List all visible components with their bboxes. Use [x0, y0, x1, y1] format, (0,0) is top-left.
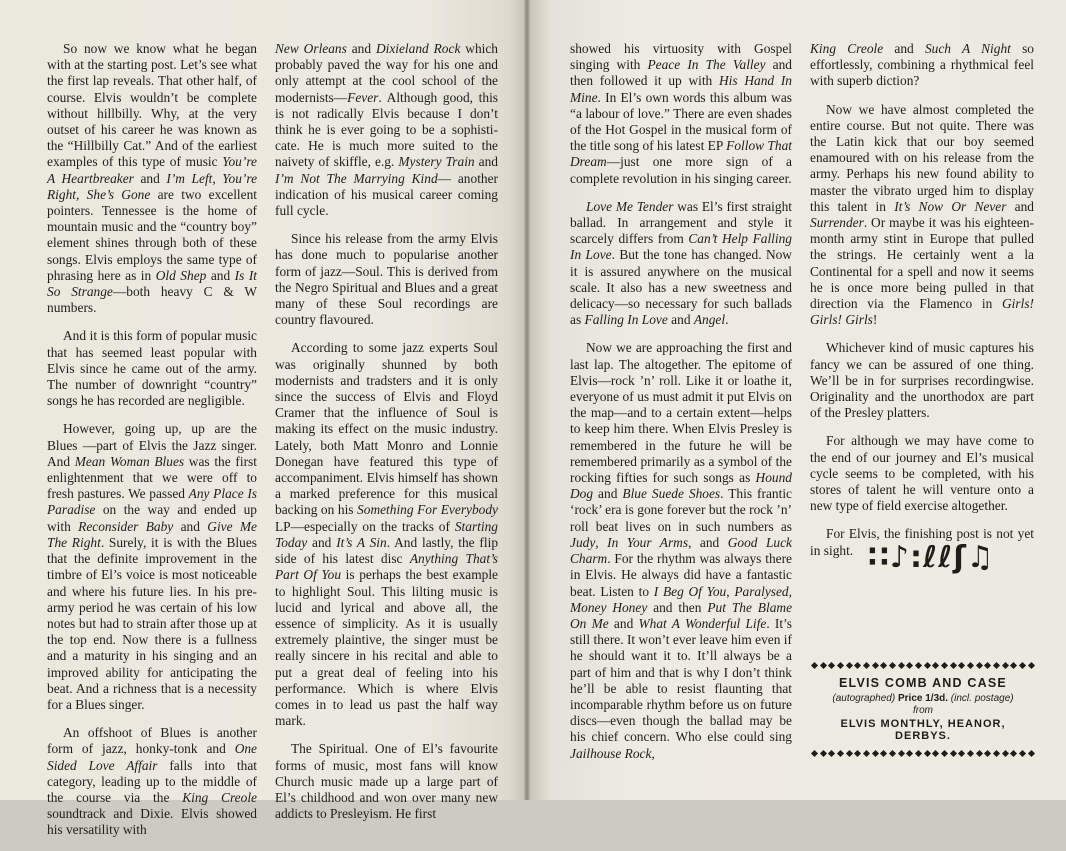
song-title: His Hand In Mine [570, 73, 792, 105]
diamond-bullet [958, 749, 965, 756]
text-run: and [133, 170, 167, 186]
song-title: Any Place Is Paradise [47, 486, 257, 518]
article-paragraph [570, 340, 792, 761]
text-run: , [651, 745, 655, 761]
diamond-bullet [828, 749, 835, 756]
diamond-bullet [993, 661, 1000, 668]
diamond-bullet [967, 661, 974, 668]
diamond-bullet [872, 749, 879, 756]
song-title: Mean Woman Blues [74, 453, 185, 469]
song-title: Hound Dog [570, 470, 792, 502]
text-run: . Or maybe it was his eighteen-month army stint in Europe that pulled the strings. He certainly went a la Continental for a spell and now it seems he is once more being pulled in that direction via the Flamenco in [810, 215, 1034, 312]
text-run: . [725, 312, 729, 328]
text-run: and [608, 615, 639, 631]
text-run: However, going up, up are the Blues —part of Elvis the Jazz singer. And [47, 421, 257, 469]
song-title: King Creole [182, 789, 257, 805]
diamond-bullet [889, 661, 896, 668]
diamond-bullet [872, 661, 879, 668]
song-title: Falling In Love [584, 312, 668, 328]
text-run: Since his release from the army Elvis has done much to popularise another form of jazz—Soul. This is derived from the Negro Spiritual and Blues and a great many of these Soul recordings are country flavoured. [275, 231, 498, 328]
song-title: What A Wonderful Life [638, 615, 767, 631]
text-run: was El’s first straight ballad. In arrangement and style it scarcely differs from [570, 198, 792, 247]
text-run: Whichever kind of music captures his fancy we can be assured of one thing. We’ll be in for surprises recordingwise. Originality and the unorthodox are part of the Presley platters. [810, 340, 1034, 421]
article-paragraph [275, 231, 498, 328]
text-run: and [474, 154, 498, 170]
article-paragraph [47, 725, 257, 838]
diamond-bullet [993, 749, 1000, 756]
text-run: According to some jazz experts Soul was originally shunned by both modernists and tradsters and it is only since the success of Elvis and Floyd Cramer that the influence of Soul is making its effect on the music industry. Lately, both Matt Monro and Lonnie Donegan have featured this type of accompaniment. Elvis himself has shown a marked preference for this musical backing on his [275, 340, 498, 518]
diamond-bullet [889, 749, 896, 756]
text-column-1 [47, 41, 257, 851]
diamond-bullet [924, 749, 931, 756]
text-run: and then [647, 599, 708, 615]
article-paragraph [810, 340, 1034, 421]
text-run: , [788, 583, 792, 599]
advert-from: from [913, 705, 933, 716]
text-run: ! [872, 312, 878, 328]
text-run: which probably paved the way for his one and only attempt at the cool school of the modernists— [275, 41, 498, 105]
text-run: Now we have almost completed the entire course. But not quite. There was the Latin kick that our boy seemed enamoured with on his release from the army. Perhaps his new found ability to master the vibrato urged him to display this talent in [810, 101, 1034, 214]
text-run: and [883, 41, 925, 56]
article-paragraph [47, 421, 257, 713]
text-column-3 [570, 41, 792, 774]
diamond-bullet [811, 661, 818, 668]
song-title: I’m Left, You’re Right, She’s Gone [47, 170, 258, 202]
song-title: Something For Everybody [357, 502, 499, 518]
diamond-bullet [958, 661, 965, 668]
diamond-bullet [924, 661, 931, 668]
article-paragraph [275, 41, 498, 219]
diamond-bullet [846, 749, 853, 756]
diamond-bullet [846, 661, 853, 668]
song-title: Give Me The Right [47, 518, 257, 550]
text-run: and [1006, 198, 1035, 214]
diamond-bullet [863, 661, 870, 668]
song-title: Surrender [810, 215, 864, 231]
song-title: Follow That Dream [570, 138, 792, 170]
song-title: Fever [347, 89, 379, 105]
song-title: Anything That’s Part Of You [275, 551, 499, 583]
diamond-bullet [976, 749, 983, 756]
text-run: and [346, 41, 376, 56]
song-title: Reconsider Baby [78, 518, 174, 534]
diamond-bullet [950, 661, 957, 668]
song-title: Paralysed [734, 583, 789, 599]
text-run: , and [688, 534, 728, 550]
song-title: Put The Blame On Me [570, 599, 793, 631]
article-paragraph [275, 340, 498, 729]
text-run: showed his virtuosity with Gospel singing with [570, 41, 792, 73]
song-title: It’s Now Or Never [894, 198, 1007, 214]
article-paragraph [570, 41, 792, 187]
text-run: . But the tone has changed. Now it is assured anywhere on the musical scale. It also has a new sweetness and delicacy—so necessary for such ballads as [570, 247, 792, 328]
text-column-4 [810, 41, 1034, 571]
text-run: . For the rhythm was always there in Elvis. He always did have a fantastic beat. Listen to [570, 551, 792, 599]
text-column-2 [275, 41, 498, 834]
diamond-bullet [941, 749, 948, 756]
diamond-bullet [1019, 749, 1026, 756]
song-title: You’re A Heartbreaker [47, 154, 257, 186]
diamond-bullet [898, 661, 905, 668]
text-run: For Elvis, the finishing post is not yet in sight. [810, 526, 1034, 558]
song-title: One Sided Love Affair [47, 741, 257, 773]
diamond-bullet [941, 661, 948, 668]
article-paragraph [810, 41, 1034, 90]
song-title: I’m Not The Marrying Kind [275, 170, 438, 186]
text-run: —both heavy C & W numbers. [47, 284, 257, 316]
diamond-rule-top [812, 660, 1034, 670]
article-paragraph [47, 328, 257, 409]
diamond-bullet [1019, 661, 1026, 668]
text-run: An offshoot of Blues is another form of jazz, honky-tonk and [47, 725, 257, 757]
text-run: . It’s still there. It won’t ever leave him even if he should want it to. It’ll always be a part of him and that is why I don’t think he’ll be able to resist flaunting that incomparable rhythm before us on future discs—even though the ballad may be his chief concern. Who else could sing [570, 615, 793, 745]
song-title: Good Luck Charm [570, 534, 792, 567]
text-run: on the way and ended up with [47, 502, 257, 534]
song-title: Peace In The Valley [647, 57, 766, 73]
article-paragraph [810, 433, 1034, 514]
diamond-bullet [898, 749, 905, 756]
text-run: . In El’s own words this album was “a labour of love.” There are even shades of the Hot Gospel in the musical form of the title song of his latest EP [570, 89, 792, 154]
article-paragraph [47, 41, 257, 316]
diamond-bullet [1010, 749, 1017, 756]
article-paragraph [810, 102, 1034, 329]
diamond-bullet [906, 749, 913, 756]
song-title: Dixieland Rock [375, 41, 461, 56]
diamond-bullet [915, 661, 922, 668]
left-page [0, 0, 524, 838]
song-title: King Creole [810, 41, 884, 56]
song-title: Is It So Strange [47, 267, 258, 300]
diamond-bullet [932, 749, 939, 756]
diamond-bullet [915, 749, 922, 756]
song-title: Girls! Girls! Girls [810, 296, 1034, 328]
song-title: Money Honey [570, 599, 648, 615]
diamond-bullet [837, 749, 844, 756]
text-run: , [726, 583, 735, 599]
text-run: and [667, 312, 694, 328]
song-title: In Your Arms [607, 534, 689, 550]
diamond-bullet [906, 661, 913, 668]
diamond-bullet [984, 661, 991, 668]
song-title: I Beg Of You [653, 583, 727, 599]
diamond-bullet [880, 661, 887, 668]
song-title: New Orleans [275, 41, 347, 56]
text-run: are two excellent pointers. Tennessee is the home of mountain music and the “country boy” element shines through both of these songs. Elvis employs the same type of phrasing here as in [47, 186, 257, 283]
song-title: Starting Today [275, 518, 498, 550]
text-run: and [173, 518, 208, 534]
diamond-bullet [932, 661, 939, 668]
text-run: was the first enlightenment that we were off to fresh pastures. We passed [47, 453, 257, 502]
signature-ornament: ∷♪:ℓℓʃ♫ [868, 540, 995, 575]
song-title: Judy [570, 534, 596, 550]
text-run: soundtrack and Dixie. Elvis showed his versatility with [47, 806, 257, 838]
text-run: and [593, 486, 623, 502]
diamond-bullet [854, 661, 861, 668]
text-run: so effortlessly, combining a rhythmical feel with superb diction? [810, 41, 1035, 89]
text-run: For although we may have come to the end of our journey and El’s musical cycle seems to be completed, with his stores of talent he will venture onto a new type of field exercise altogether. [810, 433, 1034, 514]
advert-autographed: (autographed) [832, 693, 896, 704]
text-run: And it is this form of popular music that has seemed least popular with Elvis since he came out of the army. The number of downright “country” songs he has recorded are negligible. [47, 328, 257, 409]
text-run: —just one more sign of a complete revolution in his singing career. [570, 154, 792, 186]
diamond-bullet [1002, 661, 1009, 668]
text-run: . Surely, it is with the Blues that the definite improvement in the timbre of El’s voice is most noticeable and where his future lies. In his pre-army period he was certain of his low notes but had to strain after those up at the top end. Now there is a fullness and a maturity in his singing and an improved ability for anticipating the beat. And a richness that is a necessity for a Blues singer. [47, 534, 257, 712]
diamond-bullet [820, 661, 827, 668]
diamond-bullet [976, 661, 983, 668]
diamond-bullet [1028, 661, 1035, 668]
song-title: Jailhouse Rock [570, 745, 652, 761]
song-title: Such A Night [924, 41, 1011, 56]
advert-title: ELVIS COMB AND CASE [839, 676, 1007, 690]
diamond-bullet [837, 661, 844, 668]
text-run: . And lastly, the flip side of his latest disc [275, 534, 499, 567]
advert-postage: (incl. postage) [950, 693, 1014, 704]
diamond-bullet [950, 749, 957, 756]
diamond-bullet [1002, 749, 1009, 756]
text-run: The Spiritual. One of El’s favourite forms of music, most fans will know Church music made up a large part of El’s childhood and won over many new addicts to Presleyism. He first [275, 741, 498, 822]
diamond-bullet [880, 749, 887, 756]
diamond-bullet [863, 749, 870, 756]
diamond-rule-bottom [812, 748, 1034, 758]
diamond-bullet [811, 749, 818, 756]
diamond-bullet [1028, 749, 1035, 756]
text-run: falls into that category, leading up to the middle of the course via the [47, 757, 257, 805]
advert-box [812, 660, 1034, 758]
song-title: Old Shep [155, 267, 207, 283]
song-title: Can’t Help Falling In Love [570, 231, 793, 263]
advert-address: ELVIS MONTHLY, HEANOR, DERBYS. [840, 718, 1006, 742]
right-page [530, 0, 1066, 800]
advert-price-line [812, 693, 1034, 704]
article-paragraph [570, 199, 792, 329]
diamond-bullet [820, 749, 827, 756]
song-title: Angel [693, 312, 726, 328]
diamond-bullet [828, 661, 835, 668]
diamond-bullet [967, 749, 974, 756]
text-run: — another indication of his musical career coming full cycle. [275, 170, 499, 219]
text-run: . Although good, this is not radically Elvis because I don’t think he is ever going to be a sophisticate. He is much more suited to the naivety of skiffle, e.g. [275, 89, 498, 170]
diamond-bullet [854, 749, 861, 756]
song-title: Blue Suede Shoes [622, 486, 721, 502]
text-run: Now we are approaching the first and last lap. The altogether. The epitome of Elvis—rock ’n’ roll. Like it or loathe it, everyone of us must admit it put Elvis on the map—and to a certain extent—helps to keep him there. When Elvis Presley is remembered in the future he will be remembered primarily as a symbol of the rocking fifties for such songs as [570, 340, 792, 486]
song-title: Love Me Tender [586, 198, 674, 214]
advert-price: Price 1/3d. [897, 693, 949, 704]
text-run: and then followed it up with [570, 57, 793, 89]
song-title: It’s A Sin [336, 534, 387, 550]
text-run: So now we know what he began with at the starting post. Let’s see what the first lap reveals. That other half, of course. Elvis wouldn’t be complete without hillbilly. Why, at the very outset of his career he was known as the “Hillbilly Cat.” And of the earliest examples of this type of music [47, 41, 257, 170]
text-run: LP—especially on the tracks of [275, 518, 455, 534]
text-run: , [595, 534, 608, 550]
diamond-bullet [1010, 661, 1017, 668]
text-run: is perhaps the best example to highlight Soul. This lilting music is lucid and lyrical and above all, the essence of simplicity. As it is usually extremely plaintive, the singer must be really sincere in his recital and able to put a great deal of feeling into his performance. Which is where Elvis comes in to lead us past the half way mark. [275, 567, 498, 729]
text-run: . This frantic ‘rock’ era is gone forever but the rock ’n’ roll beat lives on in such numbers as [570, 486, 792, 534]
text-run: and [206, 267, 235, 283]
text-run: and [307, 534, 337, 550]
diamond-bullet [984, 749, 991, 756]
song-title: Mystery Train [398, 154, 475, 170]
article-paragraph [275, 741, 498, 822]
